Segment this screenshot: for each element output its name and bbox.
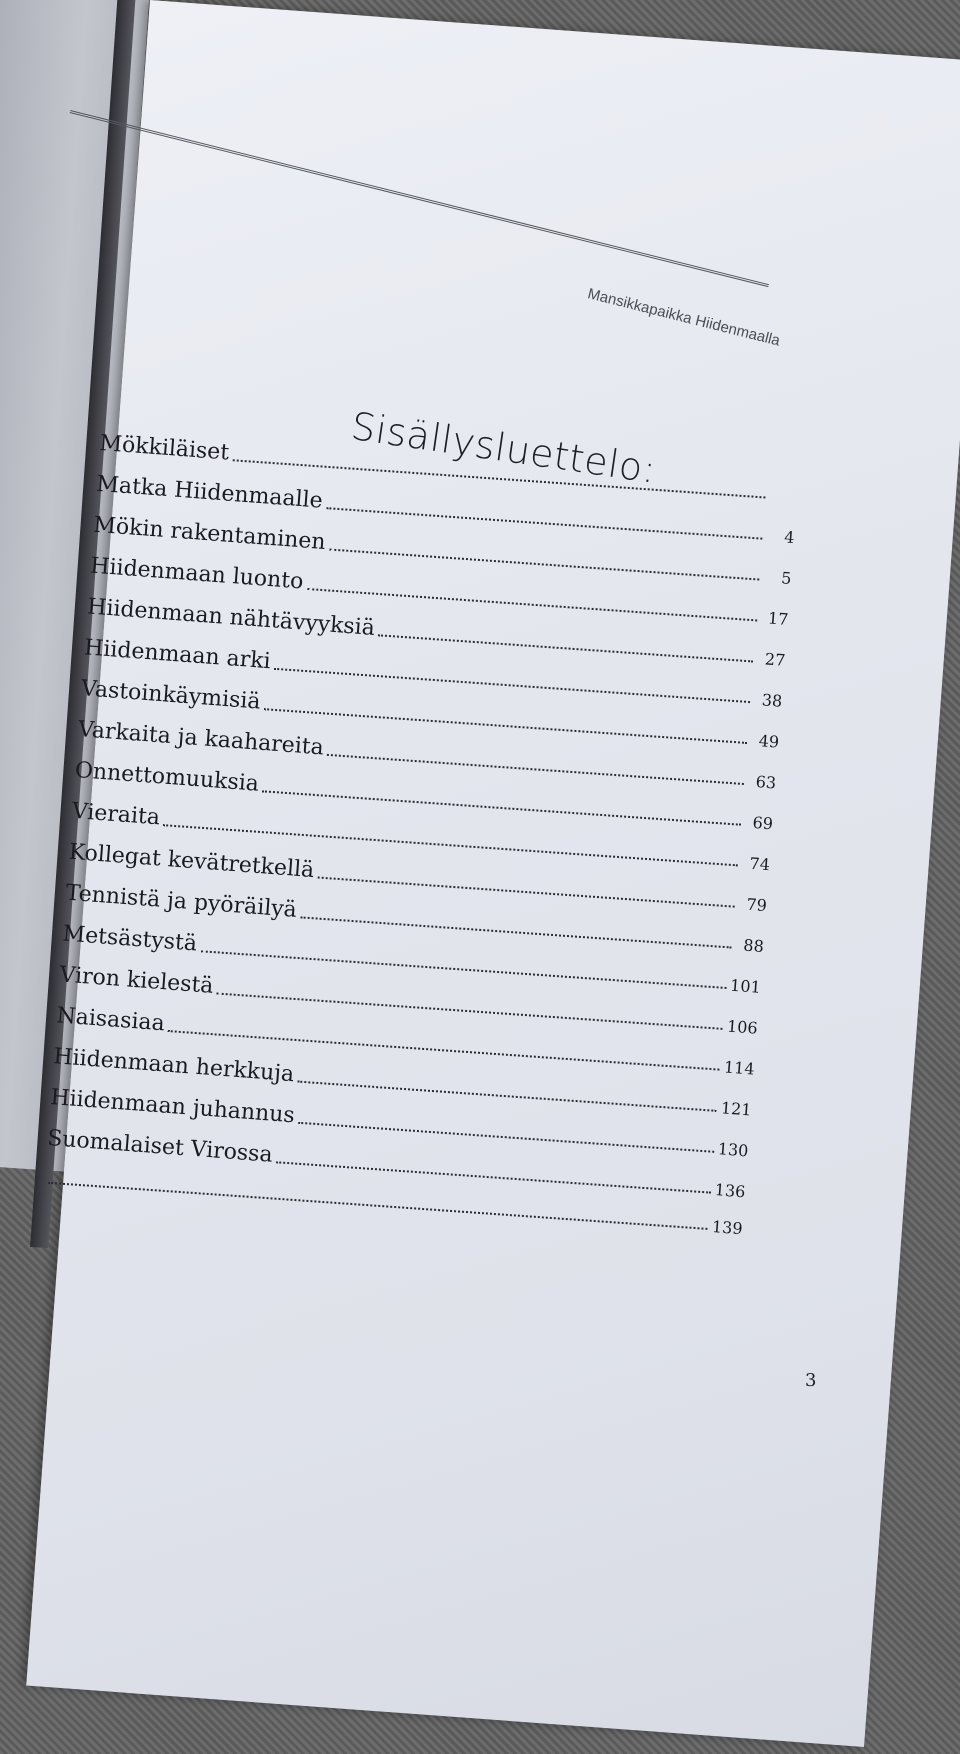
toc-entry-page: 136 — [714, 1180, 747, 1202]
toc-entry-page: 17 — [767, 608, 790, 629]
running-head: Mansikkapaikka Hiidenmaalla — [585, 285, 782, 350]
toc-entry-page: 69 — [751, 812, 774, 834]
toc-entry-label: Metsästystä — [61, 921, 198, 957]
toc-entry-label: Viron kielestä — [58, 962, 215, 999]
toc-entry-label: Onnettomuuksia — [74, 757, 260, 797]
toc-entry-label: Mökkiläiset — [98, 430, 230, 466]
toc-entry-label: Hiidenmaan nähtävyyksiä — [86, 594, 376, 641]
toc-entry-page: 74 — [748, 853, 771, 875]
toc-entry-page: 139 — [711, 1216, 744, 1239]
toc-entry-label: Vastoinkäymisiä — [80, 676, 262, 715]
toc-entry-label: Hiidenmaan arki — [83, 635, 272, 675]
toc-entry-label: Vieraita — [71, 798, 161, 831]
toc-entry-label: Naisasiaa — [55, 1003, 166, 1037]
toc-title: Sisällysluettelo: — [348, 403, 660, 492]
toc-entry-page: 49 — [758, 731, 780, 752]
page-number: 3 — [805, 1370, 817, 1391]
toc-entry-label: Suomalaiset Virossa — [46, 1125, 274, 1168]
toc-entry-label: Kollegat kevätretkellä — [67, 839, 315, 884]
toc-entry-page: 130 — [717, 1139, 750, 1161]
toc-entry-label: Mökin rakentaminen — [92, 512, 327, 556]
toc-entry-label: Tennistä ja pyöräilyä — [64, 880, 298, 923]
toc-entry-label: Matka Hiidenmaalle — [95, 471, 324, 514]
toc-entry-label: Hiidenmaan juhannus — [49, 1085, 296, 1129]
toc-entry-page: 114 — [723, 1057, 756, 1079]
toc-entry-label: Hiidenmaan luonto — [89, 553, 305, 595]
toc-entry-page: 38 — [761, 690, 783, 711]
toc-entry-page: 5 — [780, 568, 793, 589]
toc-list — [42, 431, 798, 1260]
toc-entry-page: 27 — [764, 649, 786, 670]
table-of-contents — [42, 385, 802, 1260]
toc-entry-page: 101 — [729, 975, 762, 997]
toc-entry-page: 4 — [783, 527, 796, 548]
toc-entry-page: 79 — [745, 894, 768, 916]
toc-entry-page: 106 — [726, 1016, 759, 1038]
toc-entry-page: 63 — [755, 772, 777, 793]
toc-entry-page: 88 — [742, 935, 765, 957]
toc-entry-page: 121 — [720, 1098, 753, 1120]
toc-entry-label: Hiidenmaan herkkuja — [52, 1044, 296, 1088]
toc-entry-label: Varkaita ja kaahareita — [77, 717, 325, 761]
